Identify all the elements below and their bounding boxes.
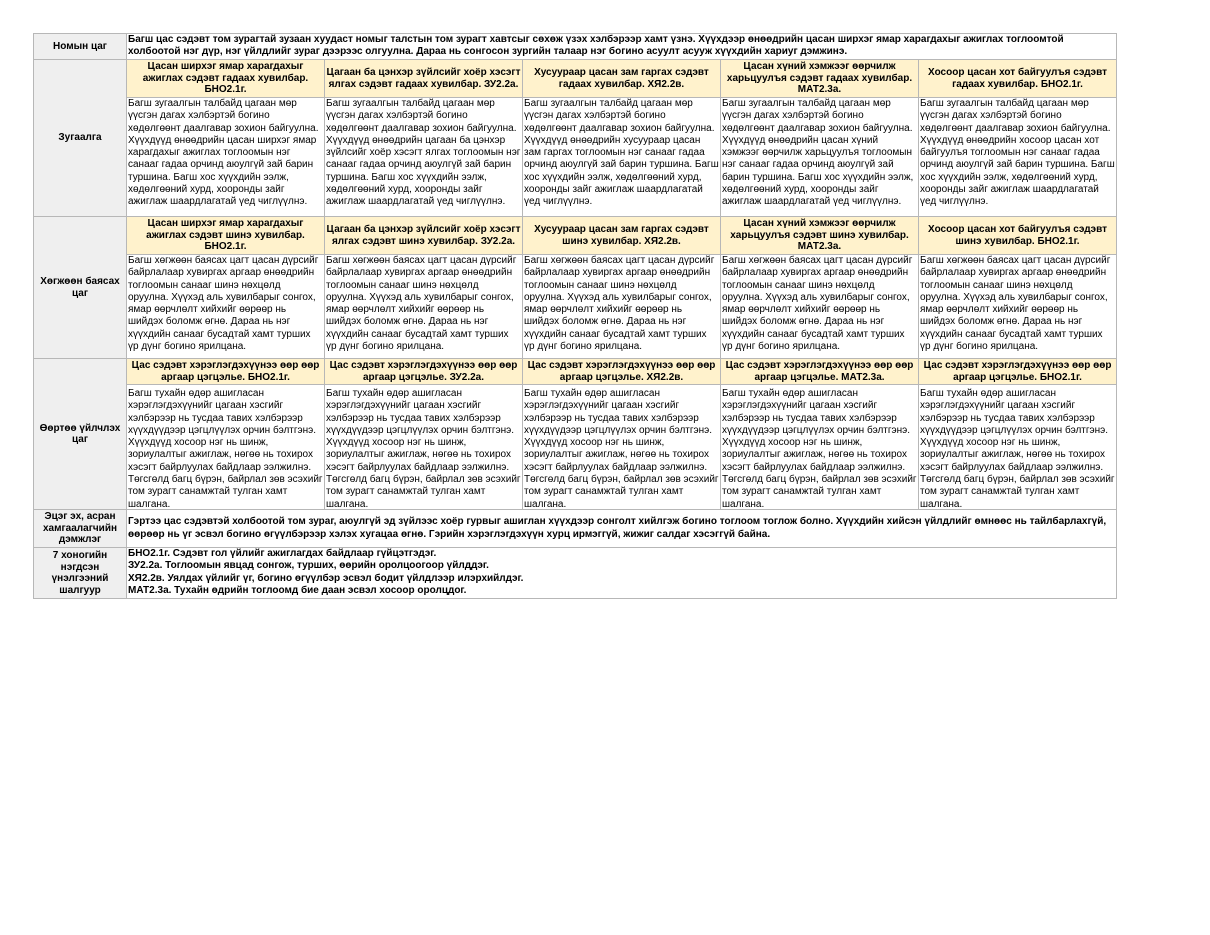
free-play-label: Өөртөө үйлчлэх цаг [34, 359, 127, 510]
walk-body-row [34, 98, 1117, 217]
afternoon-body-3 [523, 255, 721, 359]
walk-header-2: Цагаан ба цэнхэр зүйлсийг хоёр хэсэгт ялгах сэдэвт гадаах хувилбар. ЗУ2.2а. [325, 60, 523, 98]
criteria-item-4: МАТ2.3а. Тухайн өдрийн тоглоомд бие даан эсвэл хосоор оролцдог. [128, 584, 467, 596]
free-play-body-2 [325, 385, 523, 510]
book-time-row [34, 34, 1117, 60]
walk-header-4: Цасан хүний хэмжээг өөрчилж харьцуулъя сэдэвт гадаах хувилбар. МАТ2.3а. [721, 60, 919, 98]
free-play-header-1: Цас сэдэвт хэрэглэгдэхүүнээ өөр өөр аргаар цэгцэлье. БНО2.1г. [127, 359, 325, 385]
afternoon-body-1 [127, 255, 325, 359]
free-play-body-3 [523, 385, 721, 510]
afternoon-header-4: Цасан хүний хэмжээг өөрчилж харьцуулъя сэдэвт шинэ хувилбар. МАТ2.3а. [721, 217, 919, 255]
walk-body-text-2: Багш зугаалгын талбайд цагаан мөр үүсгэн дагах хэлбэртэй богино хөдөлгөөнт даалгавар зохион байгуулна. Хүүхдүүд өнөөдрийн цагаан ба цэнхэр зүйлсийг хоёр хэсэгт ялгах тоглоомын нэг санааг гадаа орчинд аюулгүй зай барин туршина. Багш хос хүүхдийн ээлж, хөдөлгөөний хурд, хооронды зайг ажиглаж шаардлагатай үед чиглүүлнэ. [326, 98, 521, 208]
weekly-plan-table [33, 33, 1117, 599]
walk-header-row [34, 60, 1117, 98]
criteria-list [127, 548, 1117, 599]
afternoon-header-row [34, 217, 1117, 255]
afternoon-body-4 [721, 255, 919, 359]
book-time-text: Багш цас сэдэвт том зурагтай зузаан хуудаст номыг талстын том зурагт хавтсыг сөхөж үзэх хэлбэрээр хамт үзнэ. Хүүхдээр өнөөдрийн цасан ширхэг ямар харагдахыг ажиглах тоглоомтой холбоотой нэг дүр, нэг үйлдлийг зураг дээрээс олгуулна. Дараа нь сонгосон зургийн талаар нэг богино асуулт асууж хүүхдийн хариуг дэмжинэ. [127, 34, 1117, 60]
parent-support-text: Гэртээ цас сэдэвтэй холбоотой том зураг, аюулгүй эд зүйлээс хоёр гурвыг ашиглан хүүхдээр сонголт хийлгэж богино тоглоом тоглож болно. Хүүхдийн хийсэн үйлдлийг өмнөөс нь тайлбарлахгүй, өөрөөр нь үг эсвэл богино өгүүлбэрээр хэлэх хугацаа өгнө. Гэрийн хэрэглэгдэхүүн хурц ирмэггүй, жижиг салдаг хэсэггүй байна. [127, 510, 1117, 548]
free-play-body-1 [127, 385, 325, 510]
free-play-body-text-2: Багш тухайн өдөр ашигласан хэрэглэгдэхүүнийг цагаан хэсгийг хэлбэрээр нь тусдаа тавих хэлбэрээр хүүхдүүдээр цэгцлүүлэх орчин бэлтгэнэ. Хүүхдүүд хосоор нэг нь шинж, зориулалтыг ажиглаж, нөгөө нь тохирох хэсэгт байрлуулах байдлаар ээлжилнэ. Төгсгөлд багц бүрэн, байрлал зөв эсэхийг том зурагт санамжтай тулган хамт шалгана. [326, 388, 521, 509]
walk-body-text-4: Багш зугаалгын талбайд цагаан мөр үүсгэн дагах хэлбэртэй богино хөдөлгөөнт даалгавар зохион байгуулна. Хүүхдүүд өнөөдрийн цасан хүний хэмжээг өөрчилж харьцуулъя тоглоомын нэг санааг гадаа орчинд аюулгүй зай барин туршина. Багш хос хүүхдийн ээлж, хөдөлгөөний хурд, хооронды зайг ажиглаж шаардлагатай үед чиглүүлнэ. [722, 98, 914, 208]
parent-support-row [34, 510, 1117, 548]
book-time-label: Номын цаг [34, 34, 127, 60]
parent-support-label: Эцэг эх, асран хамгаалагчийн дэмжлэг [34, 510, 127, 548]
free-play-body-text-3: Багш тухайн өдөр ашигласан хэрэглэгдэхүүнийг цагаан хэсгийг хэлбэрээр нь тусдаа тавих хэлбэрээр хүүхдүүдээр цэгцлүүлэх орчин бэлтгэнэ. Хүүхдүүд хосоор нэг нь шинж, зориулалтыг ажиглаж, нөгөө нь тохирох хэсэгт байрлуулах байдлаар ээлжилнэ. Төгсгөлд багц бүрэн, байрлал зөв эсэхийг том зурагт санамжтай тулган хамт шалгана. [524, 388, 719, 509]
free-play-body-4 [721, 385, 919, 510]
criteria-item-3: ХЯ2.2в. Уялдах үйлийг үг, богино өгүүлбэр эсвэл бодит үйлдлээр илэрхийлдэг. [128, 572, 524, 584]
afternoon-body-text-3: Багш хөгжөөн баясах цагт цасан дүрсийг байрлалаар хувиргах аргаар өнөөдрийн тоглоомын санааг шинэ нөхцөлд оруулна. Хүүхэд аль хувилбарыг сонгох, ямар өөрчлөлт хийхийг өөрөөр нь шийдэх боломж өгнө. Дараа нь нэг хүүхдийн санааг бусадтай хамт турших үр дүнг богино ярилцана. [524, 255, 715, 353]
walk-body-text-5: Багш зугаалгын талбайд цагаан мөр үүсгэн дагах хэлбэртэй богино хөдөлгөөнт даалгавар зохион байгуулна. Хүүхдүүд өнөөдрийн хосоор цасан хот байгуулъя тоглоомын нэг санааг гадаа орчинд аюулгүй зай барин туршина. Багш хос хүүхдийн ээлж, хөдөлгөөний хурд, хооронды зайг ажиглаж шаардлагатай үед чиглүүлнэ. [920, 98, 1115, 208]
walk-body-4 [721, 98, 919, 217]
afternoon-header-1: Цасан ширхэг ямар харагдахыг ажиглах сэдэвт шинэ хувилбар. БНО2.1г. [127, 217, 325, 255]
criteria-item-1: БНО2.1г. Сэдэвт гол үйлийг ажиглагдах байдлаар гүйцэтгэдэг. [128, 548, 437, 559]
afternoon-body-text-4: Багш хөгжөөн баясах цагт цасан дүрсийг байрлалаар хувиргах аргаар өнөөдрийн тоглоомын санааг шинэ нөхцөлд оруулна. Хүүхэд аль хувилбарыг сонгох, ямар өөрчлөлт хийхийг өөрөөр нь шийдэх боломж өгнө. Дараа нь нэг хүүхдийн санааг бусадтай хамт турших үр дүнг богино ярилцана. [722, 255, 913, 353]
walk-body-text-1: Багш зугаалгын талбайд цагаан мөр үүсгэн дагах хэлбэртэй богино хөдөлгөөнт даалгавар зохион байгуулна. Хүүхдүүд өнөөдрийн цасан ширхэг ямар харагдахыг ажиглах тоглоомын нэг санааг гадаа орчинд аюулгүй зай барин туршина. Багш хос хүүхдийн ээлж, хөдөлгөөний хурд, хооронды зайг ажиглаж шаардлагатай үед чиглүүлнэ. [128, 98, 319, 208]
afternoon-body-text-1: Багш хөгжөөн баясах цагт цасан дүрсийг байрлалаар хувиргах аргаар өнөөдрийн тоглоомын санааг шинэ нөхцөлд оруулна. Хүүхэд аль хувилбарыг сонгох, ямар өөрчлөлт хийхийг өөрөөр нь шийдэх боломж өгнө. Дараа нь нэг хүүхдийн санааг бусадтай хамт турших үр дүнг богино ярилцана. [128, 255, 319, 353]
walk-body-1 [127, 98, 325, 217]
free-play-header-3: Цас сэдэвт хэрэглэгдэхүүнээ өөр өөр аргаар цэгцэлье. ХЯ2.2в. [523, 359, 721, 385]
free-play-header-5: Цас сэдэвт хэрэглэгдэхүүнээ өөр өөр аргаар цэгцэлье. БНО2.1г. [919, 359, 1117, 385]
free-play-body-text-4: Багш тухайн өдөр ашигласан хэрэглэгдэхүүнийг цагаан хэсгийг хэлбэрээр нь тусдаа тавих хэлбэрээр хүүхдүүдээр цэгцлүүлэх орчин бэлтгэнэ. Хүүхдүүд хосоор нэг нь шинж, зориулалтыг ажиглаж, нөгөө нь тохирох хэсэгт байрлуулах байдлаар ээлжилнэ. Төгсгөлд багц бүрэн, байрлал зөв эсэхийг том зурагт санамжтай тулган хамт шалгана. [722, 388, 917, 509]
walk-label: Зугаалга [34, 60, 127, 217]
afternoon-header-3: Хусуураар цасан зам гаргах сэдэвт шинэ хувилбар. ХЯ2.2в. [523, 217, 721, 255]
afternoon-body-text-2: Багш хөгжөөн баясах цагт цасан дүрсийг байрлалаар хувиргах аргаар өнөөдрийн тоглоомын санааг шинэ нөхцөлд оруулна. Хүүхэд аль хувилбарыг сонгох, ямар өөрчлөлт хийхийг өөрөөр нь шийдэх боломж өгнө. Дараа нь нэг хүүхдийн санааг бусадтай хамт турших үр дүнг богино ярилцана. [326, 255, 517, 353]
free-play-body-text-5: Багш тухайн өдөр ашигласан хэрэглэгдэхүүнийг цагаан хэсгийг хэлбэрээр нь тусдаа тавих хэлбэрээр хүүхдүүдээр цэгцлүүлэх орчин бэлтгэнэ. Хүүхдүүд хосоор нэг нь шинж, зориулалтыг ажиглаж, нөгөө нь тохирох хэсэгт байрлуулах байдлаар ээлжилнэ. Төгсгөлд багц бүрэн, байрлал зөв эсэхийг том зурагт санамжтай тулган хамт шалгана. [920, 388, 1115, 509]
free-play-header-4: Цас сэдэвт хэрэглэгдэхүүнээ өөр өөр аргаар цэгцэлье. МАТ2.3а. [721, 359, 919, 385]
walk-body-5 [919, 98, 1117, 217]
afternoon-body-5 [919, 255, 1117, 359]
free-play-body-row [34, 385, 1117, 510]
afternoon-body-row [34, 255, 1117, 359]
free-play-header-row [34, 359, 1117, 385]
walk-body-3 [523, 98, 721, 217]
walk-header-1: Цасан ширхэг ямар харагдахыг ажиглах сэдэвт гадаах хувилбар. БНО2.1г. [127, 60, 325, 98]
afternoon-body-2 [325, 255, 523, 359]
afternoon-label: Хөгжөөн баясах цаг [34, 217, 127, 359]
walk-body-text-3: Багш зугаалгын талбайд цагаан мөр үүсгэн дагах хэлбэртэй богино хөдөлгөөнт даалгавар зохион байгуулна. Хүүхдүүд өнөөдрийн хусуураар цасан зам гаргах тоглоомын нэг санааг гадаа орчинд аюулгүй зай барин туршина. Багш хос хүүхдийн ээлж, хөдөлгөөний хурд, хооронды зайг ажиглаж шаардлагатай үед чиглүүлнэ. [524, 98, 719, 208]
afternoon-header-2: Цагаан ба цэнхэр зүйлсийг хоёр хэсэгт ялгах сэдэвт шинэ хувилбар. ЗУ2.2а. [325, 217, 523, 255]
walk-header-3: Хусуураар цасан зам гаргах сэдэвт гадаах хувилбар. ХЯ2.2в. [523, 60, 721, 98]
criteria-row [34, 548, 1117, 599]
walk-body-2 [325, 98, 523, 217]
criteria-label: 7 хоногийн нэгдсэн үнэлгээний шалгуур [34, 548, 127, 599]
walk-header-5: Хосоор цасан хот байгуулъя сэдэвт гадаах хувилбар. БНО2.1г. [919, 60, 1117, 98]
free-play-body-5 [919, 385, 1117, 510]
free-play-body-text-1: Багш тухайн өдөр ашигласан хэрэглэгдэхүүнийг цагаан хэсгийг хэлбэрээр нь тусдаа тавих хэлбэрээр хүүхдүүдээр цэгцлүүлэх орчин бэлтгэнэ. Хүүхдүүд хосоор нэг нь шинж, зориулалтыг ажиглаж, нөгөө нь тохирох хэсэгт байрлуулах байдлаар ээлжилнэ. Төгсгөлд багц бүрэн, байрлал зөв эсэхийг том зурагт санамжтай тулган хамт шалгана. [128, 388, 323, 509]
criteria-item-2: ЗУ2.2а. Тоглоомын явцад сонгож, турших, өөрийн оролцоогоор үйлддэг. [128, 560, 489, 572]
free-play-header-2: Цас сэдэвт хэрэглэгдэхүүнээ өөр өөр аргаар цэгцэлье. ЗУ2.2а. [325, 359, 523, 385]
afternoon-body-text-5: Багш хөгжөөн баясах цагт цасан дүрсийг байрлалаар хувиргах аргаар өнөөдрийн тоглоомын санааг шинэ нөхцөлд оруулна. Хүүхэд аль хувилбарыг сонгох, ямар өөрчлөлт хийхийг өөрөөр нь шийдэх боломж өгнө. Дараа нь нэг хүүхдийн санааг бусадтай хамт турших үр дүнг богино ярилцана. [920, 255, 1111, 353]
afternoon-header-5: Хосоор цасан хот байгуулъя сэдэвт шинэ хувилбар. БНО2.1г. [919, 217, 1117, 255]
